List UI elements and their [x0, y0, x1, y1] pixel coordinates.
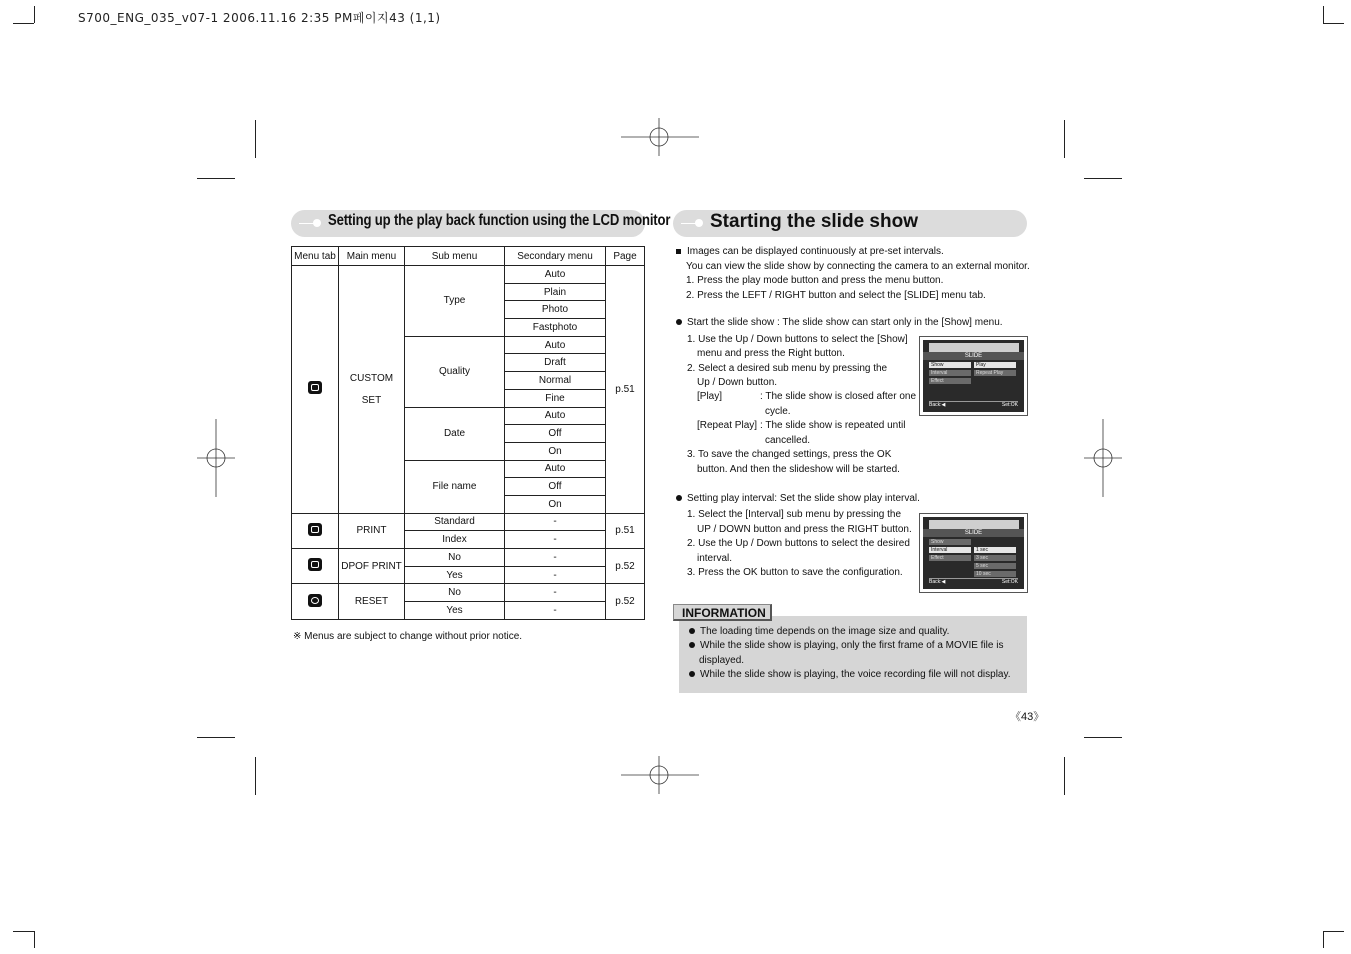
sub-menu-cell: Date — [405, 407, 505, 460]
step-line: 3. To save the changed settings, press the OK — [687, 449, 892, 460]
column-header: Main menu — [339, 247, 405, 266]
lcd-title: SLIDE — [923, 352, 1024, 360]
lcd-tabs — [929, 343, 1019, 352]
info-line: The loading time depends on the image size and quality. — [689, 625, 949, 639]
square-bullet-icon — [676, 249, 681, 254]
crop-mark — [34, 931, 35, 948]
secondary-cell: Fine — [505, 389, 606, 407]
table-row — [292, 584, 645, 602]
lcd-menu-item: Effect — [929, 378, 971, 384]
bullet-icon — [676, 319, 682, 325]
trim-mark — [197, 178, 235, 179]
lcd-screen-show — [919, 336, 1028, 416]
intro-line: 2. Press the LEFT / RIGHT button and select the [SLIDE] menu tab. — [686, 290, 986, 301]
header-dot-icon — [695, 219, 703, 227]
step-line: 2. Select a desired sub menu by pressing the — [687, 363, 888, 374]
secondary-cell: Auto — [505, 460, 606, 478]
secondary-cell: Auto — [505, 266, 606, 284]
sub-menu-cell: Yes — [405, 566, 505, 584]
bullet-icon — [689, 642, 695, 648]
sub-menu-cell: No — [405, 584, 505, 602]
crop-mark — [1323, 931, 1324, 948]
trim-mark — [255, 757, 256, 795]
trim-mark — [197, 737, 235, 738]
step-line: 3. Press the OK button to save the configuration. — [687, 567, 903, 578]
lcd-panel — [923, 517, 1024, 589]
secondary-cell: - — [505, 549, 606, 567]
step-line: : The slide show is closed after one — [760, 391, 917, 402]
lcd-menu-item: Show — [929, 539, 971, 545]
dpof-tab-cell — [292, 549, 339, 584]
trim-mark — [255, 120, 256, 158]
column-header: Page — [606, 247, 645, 266]
lcd-title: SLIDE — [923, 529, 1024, 537]
bullet-icon — [689, 671, 695, 677]
info-line: While the slide show is playing, the voice recording file will not display. — [689, 668, 1011, 682]
secondary-cell: Off — [505, 478, 606, 496]
secondary-cell: - — [505, 513, 606, 531]
page-cell: p.51 — [606, 513, 645, 548]
intro-line: You can view the slide show by connecting the camera to an external monitor. — [686, 261, 1030, 272]
lcd-menu-item: Effect — [929, 555, 971, 561]
column-header: Sub menu — [405, 247, 505, 266]
lcd-panel — [923, 340, 1024, 412]
table-row — [292, 513, 645, 531]
lcd-screen-interval — [919, 513, 1028, 593]
secondary-cell: - — [505, 531, 606, 549]
step-line: 1. Select the [Interval] sub menu by pressing the — [687, 509, 902, 520]
step-line: UP / DOWN button and press the RIGHT button. — [697, 524, 912, 535]
information-label: INFORMATION — [673, 604, 772, 621]
trim-mark — [1084, 737, 1122, 738]
main-menu-cell: PRINT — [339, 513, 405, 548]
info-line: While the slide show is playing, only the first frame of a MOVIE file is — [689, 639, 1003, 653]
custom-set-icon — [308, 381, 322, 394]
step-line: : The slide show is repeated until — [760, 420, 906, 431]
main-menu-cell: CUSTOM SET — [339, 266, 405, 514]
lcd-footer: Back:◀ Set:OK — [929, 579, 1018, 585]
print-icon — [308, 523, 322, 536]
main-menu-cell: DPOF PRINT — [339, 549, 405, 584]
page-cell: p.51 — [606, 266, 645, 514]
section-title: Setting up the play back function using the LCD monitor — [328, 212, 671, 229]
bullet-icon — [676, 495, 682, 501]
lcd-menu-item: Interval — [929, 370, 971, 376]
registration-mark-icon — [197, 419, 235, 497]
registration-mark-icon — [1084, 419, 1122, 497]
secondary-cell: On — [505, 495, 606, 513]
page-number: 《43》 — [1010, 711, 1045, 723]
secondary-cell: Auto — [505, 336, 606, 354]
page-cell: p.52 — [606, 549, 645, 584]
footnote: ※ Menus are subject to change without prior notice. — [293, 631, 523, 642]
step-line: cycle. — [765, 406, 791, 417]
step-line: Up / Down button. — [697, 377, 778, 388]
secondary-cell: - — [505, 566, 606, 584]
reset-icon — [308, 594, 322, 607]
secondary-cell: Off — [505, 425, 606, 443]
sub-menu-cell: Quality — [405, 336, 505, 407]
intro-line: 1. Press the play mode button and press the menu button. — [686, 275, 944, 286]
sub-menu-cell: Standard — [405, 513, 505, 531]
secondary-cell: Plain — [505, 283, 606, 301]
lcd-menu-item: Interval — [929, 547, 971, 553]
print-slug: S700_ENG_035_v07-1 2006.11.16 2:35 PM페이지43 (1,1) — [78, 11, 441, 25]
info-line: displayed. — [699, 655, 745, 666]
step-line: cancelled. — [765, 435, 811, 446]
page-cell: p.52 — [606, 584, 645, 619]
crop-mark — [13, 23, 34, 24]
table-row — [292, 266, 645, 284]
custom-tab-cell — [292, 266, 339, 514]
crop-mark — [34, 6, 35, 23]
lcd-sub-item: 3 sec — [974, 555, 1016, 561]
intro-line: Images can be displayed continuously at pre-set intervals. — [676, 245, 944, 259]
registration-mark-icon — [621, 118, 699, 156]
secondary-cell: - — [505, 602, 606, 620]
print-tab-cell — [292, 513, 339, 548]
crop-mark — [13, 931, 34, 932]
lcd-sub-item: Play — [974, 362, 1016, 368]
registration-mark-icon — [621, 756, 699, 794]
crop-mark — [1323, 931, 1344, 932]
secondary-cell: - — [505, 584, 606, 602]
secondary-cell: Normal — [505, 372, 606, 390]
crop-mark — [1323, 23, 1344, 24]
header-dot-icon — [313, 219, 321, 227]
sub-menu-cell: Yes — [405, 602, 505, 620]
table-header-row — [292, 247, 645, 266]
trim-mark — [1084, 178, 1122, 179]
column-header: Secondary menu — [505, 247, 606, 266]
trim-mark — [1064, 120, 1065, 158]
step-line: button. And then the slideshow will be started. — [697, 464, 900, 475]
sub-menu-cell: File name — [405, 460, 505, 513]
step-line: [Repeat Play] — [697, 420, 758, 431]
lcd-sub-item: 10 sec — [974, 571, 1016, 577]
lcd-tabs — [929, 520, 1019, 529]
lcd-menu-item: Show — [929, 362, 971, 368]
reset-tab-cell — [292, 584, 339, 619]
menu-table — [291, 246, 645, 620]
lcd-sub-item: 5 sec — [974, 563, 1016, 569]
step-line: interval. — [697, 553, 733, 564]
sub-menu-cell: Type — [405, 266, 505, 337]
step-line: 1. Use the Up / Down buttons to select the [Show] — [687, 334, 908, 345]
step-line: [Play] — [697, 391, 723, 402]
table-row — [292, 549, 645, 567]
lcd-sub-item: 1 sec — [974, 547, 1016, 553]
crop-mark — [1323, 6, 1324, 23]
trim-mark — [1064, 757, 1065, 795]
secondary-cell: Photo — [505, 301, 606, 319]
step-line: 2. Use the Up / Down buttons to select the desired — [687, 538, 910, 549]
lcd-footer: Back:◀ Set:OK — [929, 402, 1018, 408]
secondary-cell: On — [505, 442, 606, 460]
secondary-cell: Auto — [505, 407, 606, 425]
lcd-sub-item: Repeat Play — [974, 370, 1016, 376]
secondary-cell: Fastphoto — [505, 319, 606, 337]
section-title: Starting the slide show — [710, 211, 918, 232]
bullet-line: Start the slide show : The slide show can start only in the [Show] menu. — [676, 316, 1003, 330]
column-header: Menu tab — [292, 247, 339, 266]
step-line: menu and press the Right button. — [697, 348, 845, 359]
dpof-icon — [308, 558, 322, 571]
secondary-cell: Draft — [505, 354, 606, 372]
bullet-icon — [689, 628, 695, 634]
sub-menu-cell: No — [405, 549, 505, 567]
sub-menu-cell: Index — [405, 531, 505, 549]
bullet-line: Setting play interval: Set the slide show play interval. — [676, 492, 920, 506]
main-menu-cell: RESET — [339, 584, 405, 619]
